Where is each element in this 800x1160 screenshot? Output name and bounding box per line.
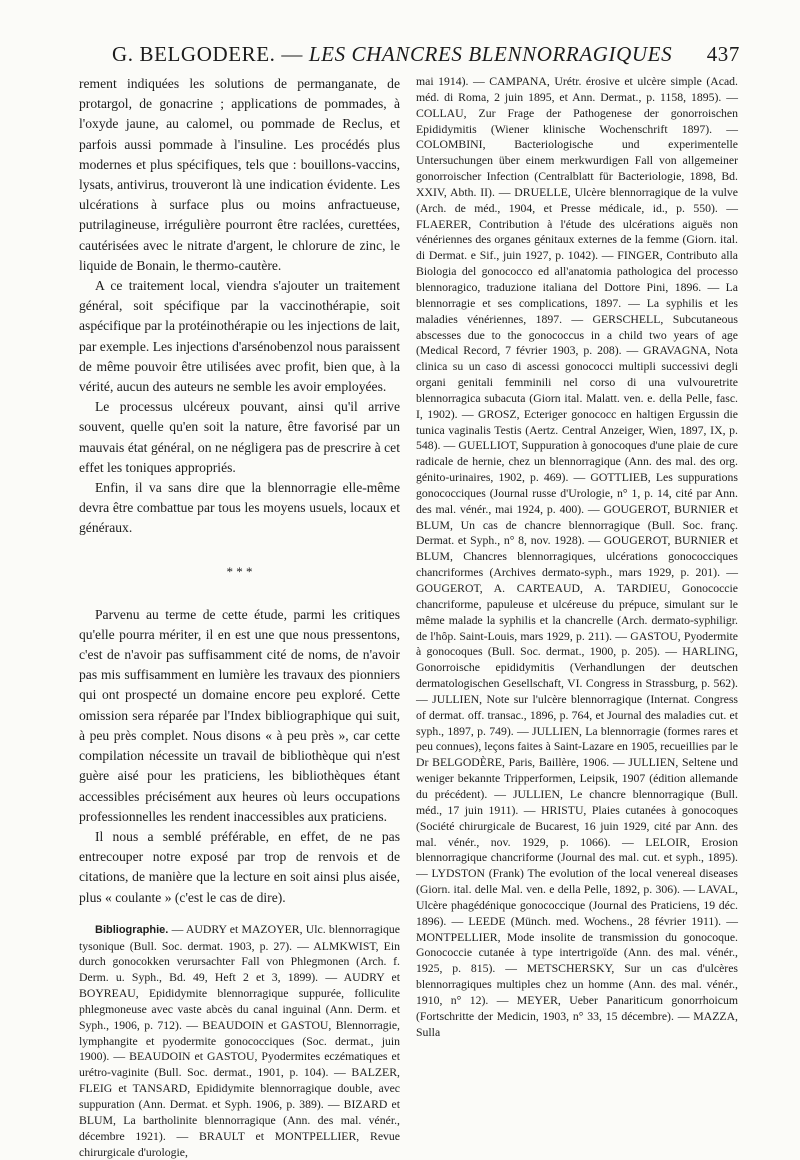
right-column <box>416 74 738 1040</box>
section-separator: * * * <box>226 563 253 579</box>
header-title: LES CHANCRES BLENNORRAGIQUES <box>308 42 673 66</box>
paragraph: Le processus ulcéreux pouvant, ainsi qu'il arrive souvent, quelle qu'en soit la nature, être favorisé par un mauvais état général, on ne négligera pas de prescrire à cet effet les toniques appropriés. <box>79 399 400 475</box>
header-dash: — <box>281 42 304 66</box>
page-number: 437 <box>706 42 740 66</box>
bibliography-label: Bibliographie. <box>95 923 169 936</box>
header-author: G. BELGODERE. <box>112 42 276 66</box>
bibliography-start <box>79 922 400 1160</box>
paragraph: Il nous a semblé préférable, en effet, de ne pas entrecouper notre exposé par trop de renvois et de citations, de manière que la lecture en soit ainsi plus aisée, plus « coulante » (c'est le cas de dire). <box>79 828 400 905</box>
bibliography-text: — AUDRY et MAZOYER, Ulc. blennorragique tysonique (Bull. Soc. dermat. 1903, p. 27). — ALMKWIST, Ein durch gonocokken verursachter Fall von Phlegmonen (Arch. f. Derm. u. Syph., Bd. 49, Heft 2 et 3, 1899). — AUDRY et BOYREAU, Epididymite blennorragique suppurée, folliculite phlegmoneuse avec vaste abcès du canal inguinal (Ann. Derm. et Syph., 1906, p. 712). — BEAUDOIN et GASTOU, Blennorragie, lymphangite et pyodermite gonococciques (Soc. dermat., juin 1900). — BEAUDOIN et GASTOU, Pyodermites eczématiques et urétro-vaginite (Bull. Soc. dermat., 1901, p. 104). — BALZER, FLEIG et TANSARD, Epididymite blennorragique double, avec suppuration (Ann. Dermat. et Syph. 1906, p. 389). — BIZARD et BLUM, La bartholinite blennorragique (Ann. des mal. vénér., décembre 1921). — BRAULT et MONTPELLIER, Revue chirurgicale d'urologie, <box>79 922 400 1159</box>
left-column <box>79 74 400 1160</box>
paragraph: rement indiquées les solutions de permanganate, de protargol, de gonacrine ; applications de pommades, à l'oxyde jaune, au calomel, ou pommade de Reclus, et parfois aussi pommade à l'insuline. Les procédés plus modernes et plus spécifiques, tels que : bouillons-vaccins, lysats, antivirus, trouveront là une indication évidente. Les ulcérations à surface plus ou moins anfractueuse, putrilagineuse, irrégulière pourront être raclées, curettées, cautérisées avec le nitrate d'argent, le chlorure de zinc, le liquide de Bonain, le thermo-cautère. <box>79 76 400 273</box>
paragraph: A ce traitement local, viendra s'ajouter un traitement général, soit spécifique par la vaccinothérapie, soit aspécifique par la protéinothérapie ou les injections de lait, par exemple. Les injections d'arsénobenzol nous paraissent de même pouvoir être utilisées avec profit, bien que, à la vérité, aucun des auteurs ne semble les avoir employées. <box>79 278 400 395</box>
paragraph: Parvenu au terme de cette étude, parmi les critiques qu'elle pourra mériter, il en est une que nous pressentons, c'est de n'avoir pas suffisamment cité de noms, de n'avoir pas mis suffisamment en lumière les travaux des pionniers qui ont prospecté un domaine encore peu exploré. Cette omission sera réparée par l'Index bibliographique qui suit, à peu près complet. Nous disons « à peu près », car cette compilation nécessite un travail de bibliothèque qui n'est guère aisé pour les praticiens, les bibliothèques étant accessibles précisément aux heures où leurs occupations professionnelles les rendent inaccessibles aux praticiens. <box>79 606 400 824</box>
bibliography-continued: mai 1914). — CAMPANA, Urétr. érosive et ulcère simple (Acad. méd. di Roma, 2 juin 1895, et Ann. Dermat., p. 1158, 1895). — COLLAU, Zur Frage der Pathogenese der gonorroischen Epididymitis (Wiener klinische Wochenschrift 1897). — COLOMBINI, Bacteriologische und experimentelle Untersuchungen über einem merkwurdigen Fall von allgemeiner gonorroischer Infection (Centralblatt für Bacteriologie, 1898, Bd. XXIV, Abth. II). — DRUELLE, Ulcère blennorragique de la vulve (Arch. de méd., 1904, et Presse médicale, id., p. 550). — FLAERER, Contribution à l'étude des ulcérations aiguës non vénériennes des organes génitaux externes de la femme (Giorn. ital. di Dermat. e Sif., juin 1927, p. 1042). — FINGER, Contributo alla Biologia del gonococco ed all'anatomia pathologica del processo blennoragico, traduzione italiana del Dottore Pini, 1896. — La blennorragie et ses complications, 1897. — La syphilis et les maladies vénériennes, 1897. — GERSCHELL, Subcutaneous abscesses due to the gonococcus in a child two years of age (Medical Record, 7 février 1903, p. 208). — GRAVAGNA, Nota clinica su un caso di ascessi gonococci multipli successivi degli organi genitali femminili nel corso di una vulvouretrite blennorragica subacuta (Giorn ital. Malatt. ven. e. della Pelle, fasc. I, 1902). — GROSZ, Ecteriger gonococc en haltigen Ergussin die tunica vaginalis Testis (Aertz. Central Anzeiger, Wien, 1897, IX, p. 548). — GUELLIOT, Suppuration à gonocoques d'une plaie de cure radicale de hernie, chez un blennorragique (Ann. des mal. des org. génito-urinaires, 1902, p. 469). — GOTTLIEB, Les suppurations gonococciques (Journal russe d'Urologie, n° 1, p. 14, cité par Ann. des mal. vénér., mai 1924, p. 400). — GOUGEROT, BURNIER et BLUM, Un cas de chancre blennorragique (Bull. Soc. franç. Dermat. et Syph., n° 8, nov. 1928). — GOUGEROT, BURNIER et BLUM, Chancres blennorragiques, ulcérations gonococciques chancriformes (Archives dermato-syph., mars 1929, p. 201). — GOUGEROT, A. CARTEAUD, A. TARDIEU, Gonococcie chancriforme, papuleuse et ulcéreuse du prépuce, simulant sur le même malade la syphilis et la chancrelle (Arch. dermato-syphiligr. de l'hôp. Saint-Louis, mars 1929, p. 211). — GASTOU, Pyodermite à gonocoques (Bull. Soc. dermat., 1900, p. 205). — HARLING, Gonorroische epididymitis (Verhandlungen der deutschen dermatologischen Gesellschaft, VI. Congress in Strassburg, p. 562). — JULLIEN, Note sur l'ulcère blennorragique (Internat. Congress of dermat. off. transac., 1896, p. 764, et Journal des maladies cut. et syph., 1897, p. 749). — JULLIEN, La blennorragie (formes rares et peu connues), leçons faites à Saint-Lazare en 1905, recueillies par le Dr BELGODÈRE, Paris, Baillère, 1906. — JULLIEN, Seltene und weniger bekannte Tripperformen, Leipsik, 1907 (édition allemande du précédent). — JULLIEN, Le chancre blennorragique (Bull. méd., 17 juin 1911). — HRISTU, Plaies cutanées à gonocoques (Société chirurgicale de Bucarest, 16 juin 1929, cité par Ann. des mal. vénér., nov. 1929, p. 1066). — LELOIR, Erosion blennorragique chancriforme (Journal des mal. cut. et syph., 1895). — LYDSTON (Frank) The evolution of the local venereal diseases (Giorn. ital. delle Mal. ven. e della Pelle, 1892, p. 306). — LAVAL, Ulcère phagédénique gonococcique (Journal des Praticiens, 19 déc. 1896). — LEEDE (Münch. med. Wochens., 28 février 1911). — MONTPELLIER, Mode insolite de transmission du gonocoque. Gonococcie cutanée à type intertrigoïde (Ann. des mal. vénér., 1925, p. 815). — METSCHERSKY, Sur un cas d'ulcères blennorragiques multiples chez un homme (Ann. des mal. vénér., 1910, n° 12). — MEYER, Ueber Panariticum gonorrhoicum (Fortschritte der Medicin, 1903, n° 33, 15 décembre). — MAZZA, Sulla <box>416 75 738 1039</box>
paragraph: Enfin, il va sans dire que la blennorragie elle-même devra être combattue par tous les moyens usuels, locaux et généraux. <box>79 480 400 536</box>
page-header <box>112 42 740 67</box>
